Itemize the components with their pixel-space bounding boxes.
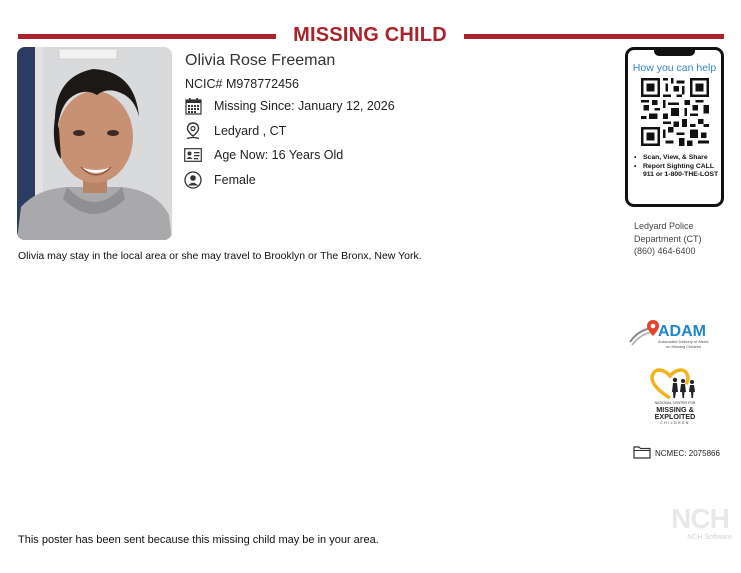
agency-contact (634, 220, 729, 258)
calendar-icon (184, 97, 202, 115)
person-icon (184, 171, 202, 189)
agency-phone[interactable]: (860) 464-6400 (634, 246, 696, 256)
location-pin-icon (184, 122, 202, 140)
agency-name-line1: Ledyard Police (634, 221, 694, 231)
missing-since-row (184, 96, 395, 116)
help-item: • Report Sighting CALL 911 or 1-800-THE-LOST (634, 163, 720, 180)
ncmec-case-number: NCMEC: 2075866 (655, 448, 720, 458)
adam-wordmark: ADAM (658, 323, 706, 340)
location: Ledyard , CT (214, 124, 287, 138)
child-photo (17, 47, 172, 240)
age-row (184, 145, 343, 165)
help-list (634, 154, 720, 180)
ncmec-line2: MISSING & EXPLOITED (654, 405, 696, 422)
sex: Female (214, 173, 256, 187)
nch-watermark (668, 503, 732, 545)
ncmec-children-icon (672, 378, 695, 398)
footer-note: This poster has been sent because this missing child may be in your area. (18, 534, 379, 546)
id-card-icon (184, 146, 202, 164)
phone-notch (654, 50, 695, 56)
help-title: How you can help (632, 62, 717, 74)
agency-name-line2: Department (CT) (634, 233, 702, 244)
header-rule-right (464, 34, 724, 39)
description: Olivia may stay in the local area or she may travel to Brooklyn or The Bronx, New York. (18, 250, 422, 262)
ncmec-line4: CHILDREN (660, 421, 690, 425)
ncmec-logo (648, 368, 702, 430)
help-phone-card (625, 47, 724, 207)
header-rule-left (18, 34, 276, 39)
child-name: Olivia Rose Freeman (185, 52, 336, 69)
ncmec-case-row (633, 445, 720, 461)
poster-title: MISSING CHILD (293, 24, 447, 46)
help-item: • Scan, View, & Share (634, 154, 720, 163)
missing-since: Missing Since: January 12, 2026 (214, 99, 395, 113)
age-now: Age Now: 16 Years Old (214, 148, 344, 162)
ncmec-line1: NATIONAL CENTER FOR (654, 401, 696, 405)
nch-text: NCH Software (687, 534, 732, 541)
ncic-number: NCIC# M978772456 (185, 77, 299, 91)
adam-tagline-1: Automated Delivery of Alerts (658, 339, 709, 344)
nch-mark: NCH (671, 503, 729, 534)
adam-tagline-2: on Missing Children (666, 344, 702, 349)
qr-code[interactable] (641, 78, 709, 146)
location-row (184, 121, 286, 141)
sex-row (184, 170, 256, 190)
folder-icon (633, 445, 651, 461)
adam-logo (628, 318, 723, 356)
